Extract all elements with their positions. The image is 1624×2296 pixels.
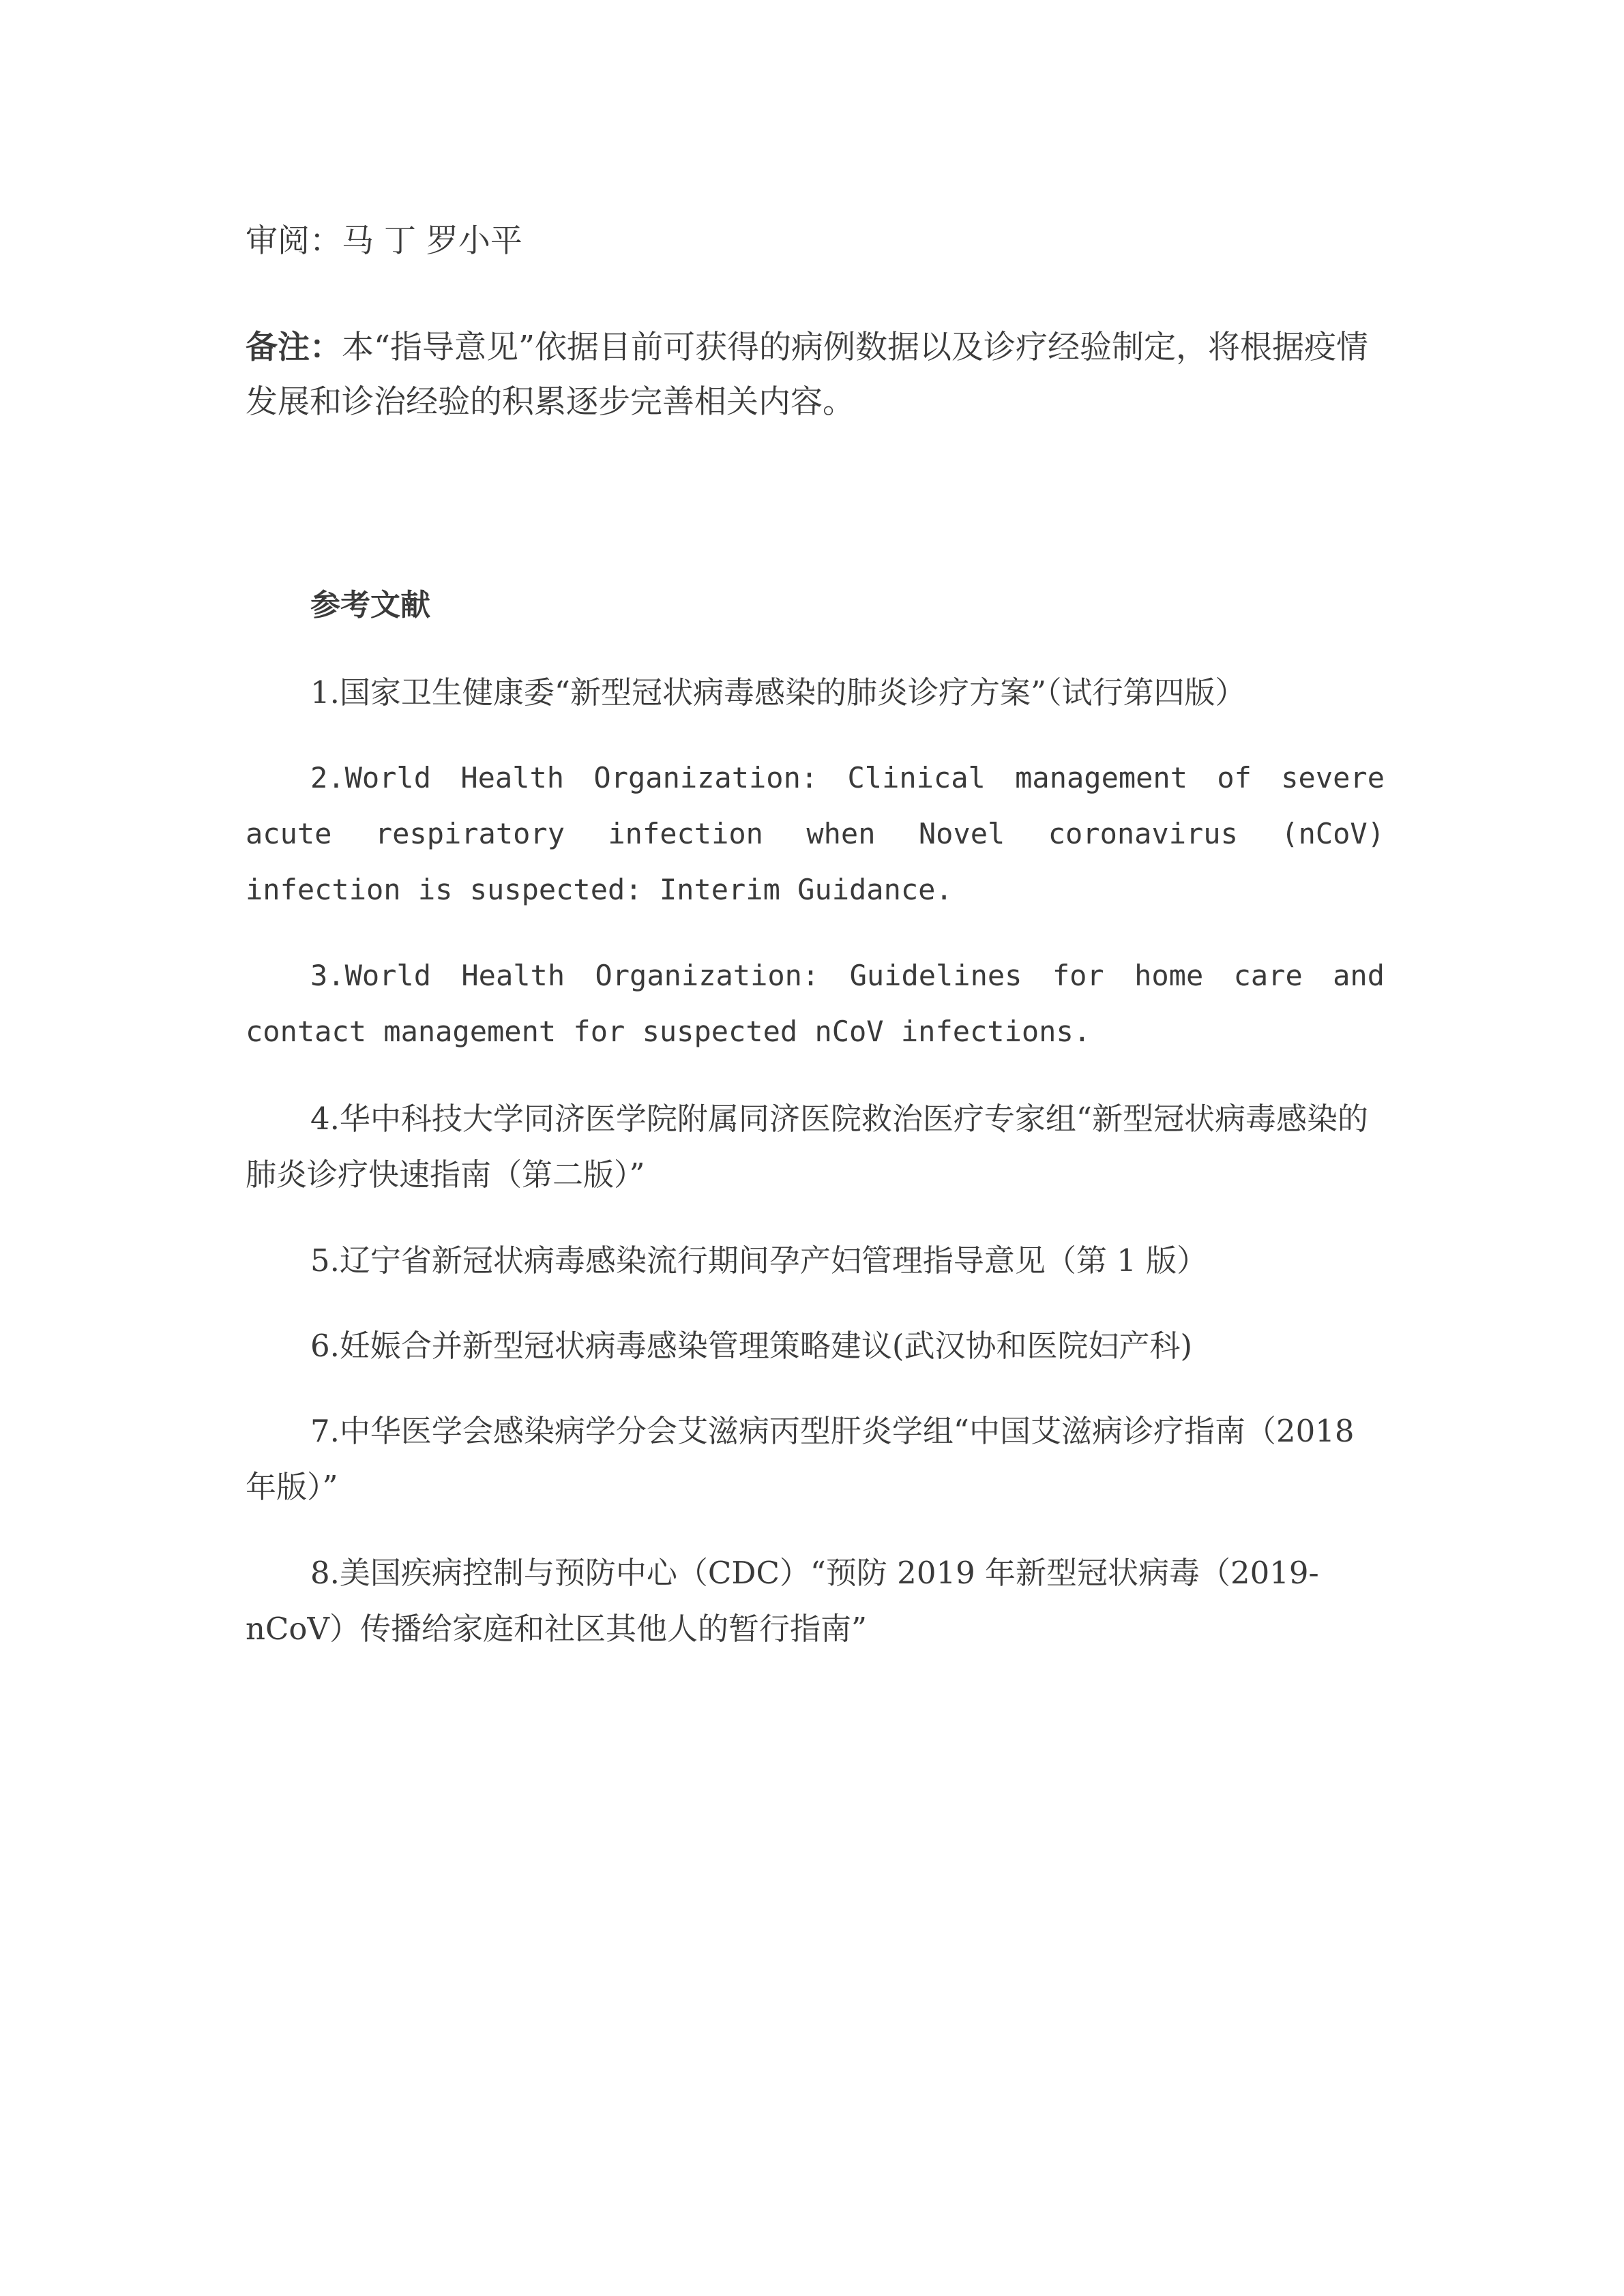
reviewer-line: 审阅：马 丁 罗小平 bbox=[246, 222, 522, 260]
reference-item: 4.华中科技大学同济医学院附属同济医院救治医疗专家组“新型冠状病毒感染的肺炎诊疗快速指南（第二版）” bbox=[246, 1101, 1368, 1193]
note-paragraph bbox=[246, 320, 1385, 430]
reference-item: 6.妊娠合并新型冠状病毒感染管理策略建议(武汉协和医院妇产科) bbox=[310, 1328, 1193, 1364]
reference-item: 2.World Health Organization: Clinical management of severe acute respiratory infection when Novel coronavirus (nCoV) infection is suspected: Interim Guidance. bbox=[246, 761, 1385, 906]
note-label: 备注： bbox=[246, 329, 342, 366]
reference-item: 5.辽宁省新冠状病毒感染流行期间孕产妇管理指导意见（第 1 版） bbox=[310, 1242, 1208, 1279]
note-text: 本“指导意见”依据目前可获得的病例数据以及诊疗经验制定，将根据疫情发展和诊治经验的积累逐步完善相关内容。 bbox=[246, 329, 1369, 421]
reference-item: 7.中华医学会感染病学分会艾滋病丙型肝炎学组“中国艾滋病诊疗指南（2018 年版）” bbox=[246, 1413, 1355, 1505]
reference-item: 8.美国疾病控制与预防中心（CDC）“预防 2019 年新型冠状病毒（2019-nCoV）传播给家庭和社区其他人的暂行指南” bbox=[246, 1555, 1319, 1647]
reference-item: 3.World Health Organization: Guidelines for home care and contact management for suspected nCoV infections. bbox=[246, 959, 1385, 1048]
reference-item: 1.国家卫生健康委“新型冠状病毒感染的肺炎诊疗方案”（试行第四版） bbox=[310, 674, 1246, 711]
references-heading: 参考文献 bbox=[310, 588, 430, 623]
